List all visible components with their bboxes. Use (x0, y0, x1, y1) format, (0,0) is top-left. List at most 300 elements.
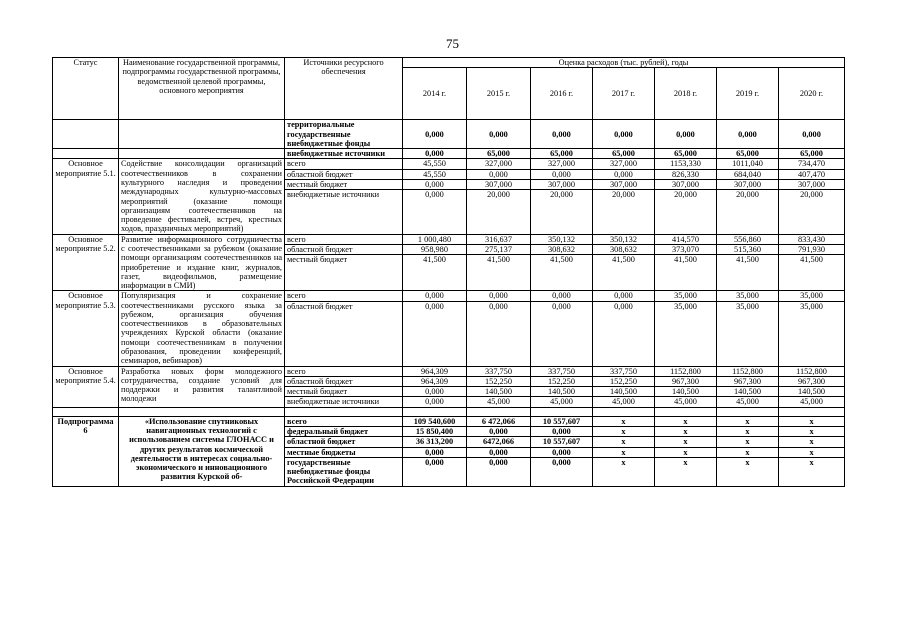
value-cell: x (779, 437, 844, 447)
value-cell: 45,000 (736, 397, 759, 407)
value-cell: 65,000 (655, 149, 717, 159)
value-row (717, 235, 778, 245)
value-row (655, 255, 716, 265)
source-stack (285, 367, 402, 407)
value-row (717, 244, 778, 254)
value-stack (467, 417, 530, 467)
values-cell (655, 234, 717, 291)
values-cell (593, 291, 655, 366)
value-row (467, 427, 530, 437)
value-cell: 0,000 (403, 291, 466, 301)
value-cell: 152,250 (593, 376, 654, 386)
value-row (403, 367, 466, 377)
values-cell (467, 416, 531, 486)
value-row (467, 190, 530, 200)
value-cell: 0,000 (467, 447, 530, 457)
value-row (655, 397, 716, 407)
spacer-cell (403, 407, 467, 416)
values-cell (655, 291, 717, 366)
values-cell (531, 416, 593, 486)
source-cell: всего (285, 235, 402, 245)
value-cell: 45,000 (674, 397, 697, 407)
source-cell: государственные внебюджетные фонды Российской Федерации (287, 457, 374, 486)
value-row (531, 397, 592, 407)
value-cell: 0,000 (425, 397, 444, 407)
value-row (531, 291, 592, 301)
value-row (717, 387, 778, 397)
value-row (593, 387, 654, 397)
value-row (403, 159, 466, 169)
value-row (531, 387, 592, 397)
value-cell: 45,000 (550, 397, 573, 407)
source-row (285, 437, 402, 447)
value-row (779, 397, 844, 407)
source-cell: всего (285, 367, 402, 377)
value-cell: 337,750 (467, 367, 530, 377)
value-cell: 20,000 (736, 190, 759, 200)
value-cell: 967,300 (779, 376, 844, 386)
value-row (655, 427, 716, 437)
value-row (593, 427, 654, 437)
sources-cell (285, 234, 403, 291)
value-row (717, 447, 778, 457)
value-stack (779, 235, 844, 265)
value-cell: 964,309 (403, 367, 466, 377)
value-cell: 407,470 (779, 169, 844, 179)
value-row (403, 457, 466, 467)
value-cell: 0,000 (531, 291, 592, 301)
value-row (531, 169, 592, 179)
value-cell: x (593, 417, 654, 427)
value-cell: 1153,330 (655, 159, 716, 169)
value-cell: 0,000 (779, 120, 845, 149)
value-stack (403, 367, 466, 407)
value-cell: 307,000 (593, 179, 654, 189)
source-row (285, 301, 402, 311)
value-cell: 45,000 (612, 397, 635, 407)
value-cell: 20,000 (800, 190, 823, 200)
value-row (717, 437, 778, 447)
header-sources: Источники ресурсного обеспечения (285, 58, 403, 120)
values-cell (779, 416, 845, 486)
value-row (403, 397, 466, 407)
spacer-cell (531, 407, 593, 416)
value-stack (531, 417, 592, 467)
value-stack (593, 291, 654, 311)
value-row (403, 179, 466, 189)
value-cell: 0,000 (403, 387, 466, 397)
source-cell: внебюджетные источники (287, 190, 380, 200)
header-year: 2020 г. (779, 68, 845, 120)
values-cell (593, 234, 655, 291)
value-row (779, 457, 844, 467)
source-row (285, 235, 402, 245)
value-row (655, 447, 716, 457)
value-stack (779, 291, 844, 311)
header-estimate: Оценка расходов (тыс. рублей), годы (403, 58, 845, 68)
header-name: Наименование государственной программы, подпрограммы государственной программы, ведомственной целевой программы, основного мероприятия (119, 58, 285, 120)
value-cell: 152,250 (467, 376, 530, 386)
value-row (467, 457, 530, 467)
source-row (285, 159, 402, 169)
value-row (593, 291, 654, 301)
value-row (531, 417, 592, 427)
value-cell: 0,000 (531, 120, 593, 149)
table-row (53, 234, 845, 291)
source-cell: областной бюджет (285, 244, 402, 254)
spacer-cell (285, 407, 403, 416)
sources-cell (285, 291, 403, 366)
value-stack (467, 291, 530, 311)
value-stack (467, 235, 530, 265)
value-row (655, 301, 716, 311)
value-row (655, 376, 716, 386)
values-cell (717, 159, 779, 234)
value-cell: x (655, 417, 716, 427)
value-cell: 337,750 (531, 367, 592, 377)
value-cell: 1011,040 (717, 159, 778, 169)
value-row (593, 447, 654, 457)
value-row (467, 387, 530, 397)
status-cell: Основное мероприятие 5.4. (53, 366, 119, 407)
source-row (285, 190, 402, 200)
source-row (285, 457, 402, 485)
value-row (593, 417, 654, 427)
value-row (467, 447, 530, 457)
value-row (467, 301, 530, 311)
value-cell: 35,000 (779, 291, 844, 301)
name-cell: Разработка новых форм молодежного сотрудничества, создание условий для поддержки и развития талантливой молодежи (119, 366, 285, 407)
value-row (403, 447, 466, 457)
value-row (655, 437, 716, 447)
value-row (717, 397, 778, 407)
value-stack (655, 235, 716, 265)
value-row (717, 169, 778, 179)
value-row (467, 291, 530, 301)
value-cell: x (745, 457, 750, 467)
source-stack (285, 291, 402, 311)
value-stack (779, 159, 844, 199)
value-stack (717, 291, 778, 311)
value-cell: 0,000 (467, 169, 530, 179)
value-row (403, 387, 466, 397)
value-cell: 515,360 (717, 244, 778, 254)
value-cell: 0,000 (717, 120, 779, 149)
value-cell: 152,250 (531, 376, 592, 386)
value-row (655, 190, 716, 200)
value-row (593, 397, 654, 407)
values-cell (403, 159, 467, 234)
values-cell (531, 366, 593, 407)
value-cell: 307,000 (717, 179, 778, 189)
value-row (467, 169, 530, 179)
value-row (655, 387, 716, 397)
value-row (655, 179, 716, 189)
value-cell: 307,000 (779, 179, 844, 189)
value-row (593, 235, 654, 245)
value-cell: 41,500 (487, 255, 510, 265)
value-cell: 350,132 (531, 235, 592, 245)
source-cell: местный бюджет (287, 255, 348, 265)
value-cell: x (683, 457, 688, 467)
value-cell: 140,500 (717, 387, 778, 397)
header-year: 2014 г. (403, 68, 467, 120)
spacer-cell (655, 407, 717, 416)
value-row (531, 367, 592, 377)
values-cell (403, 366, 467, 407)
value-cell: 734,470 (779, 159, 844, 169)
source-cell: местные бюджеты (285, 447, 402, 457)
value-cell: 0,000 (425, 457, 444, 467)
value-cell: x (593, 427, 654, 437)
value-stack (655, 417, 716, 467)
values-cell (779, 291, 845, 366)
value-stack (717, 159, 778, 199)
header-year: 2019 г. (717, 68, 779, 120)
value-row (403, 235, 466, 245)
value-cell: 0,000 (403, 120, 467, 149)
value-cell: 41,500 (674, 255, 697, 265)
value-stack (467, 367, 530, 407)
value-row (717, 376, 778, 386)
source-cell: территориальные государственные внебюджетные фонды (285, 120, 403, 149)
source-cell: областной бюджет (285, 437, 402, 447)
value-cell: 6472,066 (467, 437, 530, 447)
value-stack (531, 291, 592, 311)
source-stack (285, 417, 402, 486)
table-row (53, 366, 845, 407)
value-cell: 36 313,200 (403, 437, 466, 447)
header-year: 2017 г. (593, 68, 655, 120)
value-cell: 316,637 (467, 235, 530, 245)
value-cell: 45,000 (800, 397, 823, 407)
value-row (403, 301, 466, 311)
source-cell: всего (285, 159, 402, 169)
value-row (717, 427, 778, 437)
value-stack (655, 367, 716, 407)
value-row (779, 367, 844, 377)
source-cell: областной бюджет (287, 301, 353, 311)
value-cell: 41,500 (736, 255, 759, 265)
value-row (593, 255, 654, 265)
values-cell (531, 234, 593, 291)
value-cell: 307,000 (531, 179, 592, 189)
name-cell (119, 149, 285, 159)
value-cell: 35,000 (717, 291, 778, 301)
value-row (467, 255, 530, 265)
value-cell: 0,000 (403, 179, 466, 189)
value-stack (531, 235, 592, 265)
value-cell: 307,000 (655, 179, 716, 189)
header-year: 2016 г. (531, 68, 593, 120)
value-cell: 373,070 (655, 244, 716, 254)
value-cell: 45,550 (403, 159, 466, 169)
value-row (593, 169, 654, 179)
value-cell: 0,000 (593, 169, 654, 179)
value-row (779, 417, 844, 427)
value-row (593, 179, 654, 189)
value-cell: 350,132 (593, 235, 654, 245)
value-stack (403, 291, 466, 311)
value-stack (531, 159, 592, 199)
value-cell: 0,000 (614, 301, 633, 311)
value-row (779, 255, 844, 265)
value-cell: x (717, 417, 778, 427)
value-cell: 414,570 (655, 235, 716, 245)
value-cell: x (655, 437, 716, 447)
table-row (53, 416, 845, 486)
value-row (717, 159, 778, 169)
source-cell: областной бюджет (285, 376, 402, 386)
value-row (531, 159, 592, 169)
value-cell: 684,040 (717, 169, 778, 179)
value-row (717, 179, 778, 189)
value-cell: 41,500 (612, 255, 635, 265)
source-cell: всего (285, 291, 402, 301)
value-cell: x (621, 457, 626, 467)
value-cell: 140,500 (531, 387, 592, 397)
value-stack (593, 417, 654, 467)
name-cell (119, 120, 285, 149)
value-row (779, 179, 844, 189)
value-row (531, 437, 592, 447)
value-cell: 15 850,400 (403, 427, 466, 437)
value-row (403, 437, 466, 447)
values-cell (717, 366, 779, 407)
value-row (467, 235, 530, 245)
value-cell: x (593, 447, 654, 457)
value-row (593, 190, 654, 200)
value-stack (779, 417, 844, 467)
value-cell: 308,632 (593, 244, 654, 254)
value-cell: x (717, 447, 778, 457)
value-row (593, 301, 654, 311)
values-cell (717, 416, 779, 486)
source-cell: местный бюджет (285, 179, 402, 189)
value-cell: 791,930 (779, 244, 844, 254)
values-cell (717, 291, 779, 366)
value-row (655, 291, 716, 301)
value-row (779, 159, 844, 169)
value-row (467, 417, 530, 427)
value-cell: 35,000 (736, 301, 759, 311)
values-cell (403, 416, 467, 486)
value-cell: 275,137 (467, 244, 530, 254)
value-row (593, 437, 654, 447)
value-cell: 140,500 (593, 387, 654, 397)
value-cell: 0,000 (425, 190, 444, 200)
value-cell: x (779, 427, 844, 437)
status-cell (53, 149, 119, 159)
source-stack (285, 159, 402, 199)
value-cell: 10 557,607 (531, 417, 592, 427)
value-row (779, 291, 844, 301)
table-row (53, 149, 845, 159)
values-cell (779, 159, 845, 234)
value-cell: 65,000 (779, 149, 845, 159)
page-number: 75 (446, 36, 459, 51)
value-stack (593, 159, 654, 199)
value-cell: x (809, 457, 814, 467)
value-row (779, 387, 844, 397)
source-row (285, 169, 402, 179)
source-cell: внебюджетные источники (287, 397, 380, 407)
values-cell (531, 291, 593, 366)
value-row (779, 427, 844, 437)
value-cell: 0,000 (593, 120, 655, 149)
header-year: 2018 г. (655, 68, 717, 120)
value-row (779, 376, 844, 386)
source-row (285, 447, 402, 457)
values-cell (531, 159, 593, 234)
value-cell: 65,000 (593, 149, 655, 159)
value-row (467, 376, 530, 386)
sources-cell (285, 416, 403, 486)
value-row (467, 367, 530, 377)
value-cell: 41,500 (800, 255, 823, 265)
value-row (467, 397, 530, 407)
table-header (53, 58, 845, 120)
value-stack (717, 235, 778, 265)
value-cell: 1152,800 (779, 367, 844, 377)
value-row (779, 169, 844, 179)
values-cell (779, 366, 845, 407)
values-cell (593, 416, 655, 486)
value-cell: 833,430 (779, 235, 844, 245)
value-row (655, 159, 716, 169)
value-cell: 958,980 (403, 244, 466, 254)
values-cell (467, 159, 531, 234)
value-stack (403, 417, 466, 467)
value-row (779, 190, 844, 200)
status-cell: Основное мероприятие 5.3. (53, 291, 119, 366)
source-row (285, 179, 402, 189)
value-cell: 307,000 (467, 179, 530, 189)
source-stack (285, 235, 402, 265)
value-cell: 327,000 (467, 159, 530, 169)
table-body (53, 120, 845, 486)
value-stack (531, 367, 592, 407)
value-cell: 327,000 (593, 159, 654, 169)
value-row (655, 417, 716, 427)
name-cell: Популяризация и сохранение соотечественниками русского языка за рубежом, организация обучения соотечественников в образовательных учреждениях Курской области (оказание помощи соотечественникам в получении образования, проведении конференций, семинаров, вебинаров) (119, 291, 285, 366)
value-row (717, 457, 778, 467)
value-cell: 967,300 (655, 376, 716, 386)
value-cell: x (779, 447, 844, 457)
value-cell: 20,000 (487, 190, 510, 200)
value-cell: x (655, 447, 716, 457)
source-row (285, 427, 402, 437)
value-row (779, 235, 844, 245)
value-cell: x (779, 417, 844, 427)
value-stack (717, 417, 778, 467)
value-row (717, 190, 778, 200)
value-row (531, 457, 592, 467)
table-row (53, 159, 845, 234)
value-cell: 0,000 (552, 301, 571, 311)
value-cell: 41,500 (423, 255, 446, 265)
value-cell: 0,000 (467, 427, 530, 437)
value-row (467, 244, 530, 254)
source-row (285, 291, 402, 301)
value-row (655, 457, 716, 467)
value-row (779, 447, 844, 457)
values-cell (655, 416, 717, 486)
values-cell (403, 234, 467, 291)
value-cell: x (717, 437, 778, 447)
expenditure-table (52, 57, 845, 487)
value-cell: 35,000 (655, 291, 716, 301)
